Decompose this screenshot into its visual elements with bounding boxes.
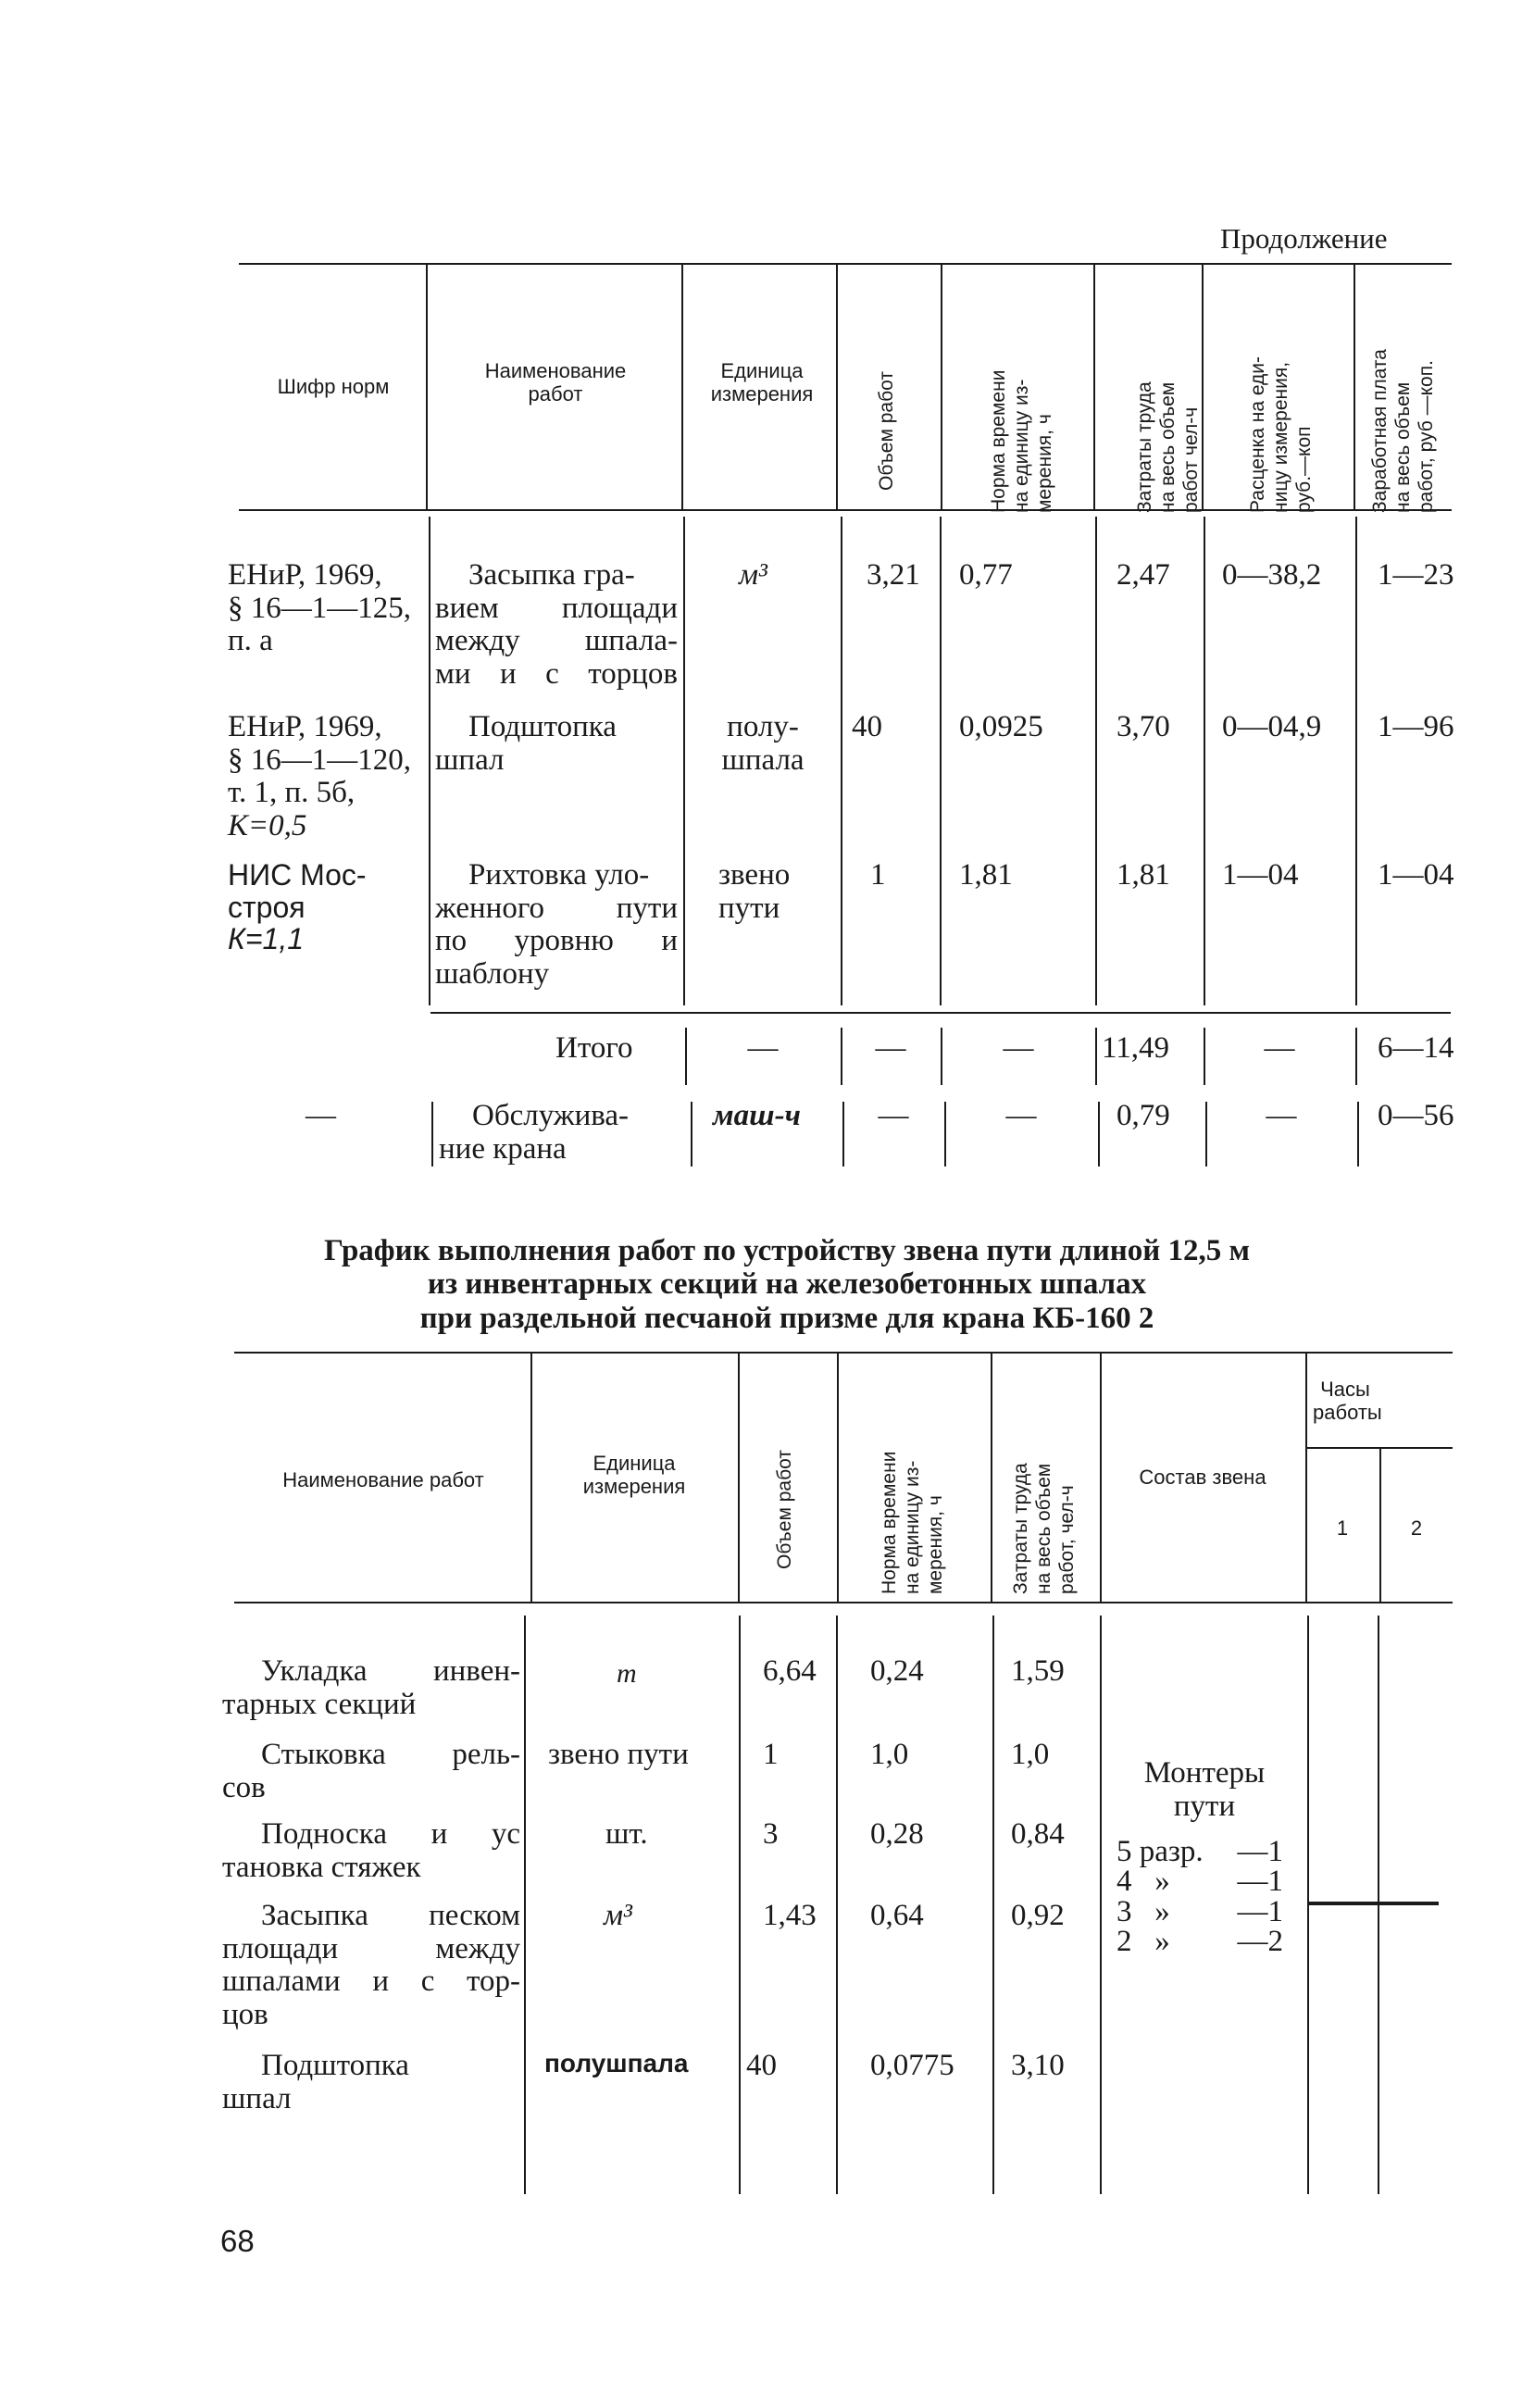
s-hdr-sep (738, 1354, 740, 1602)
s-hdr-sep (1305, 1354, 1307, 1602)
t1-row3-rate: 1—04 (1222, 858, 1299, 892)
t1-row1-volume: 3,21 (867, 558, 920, 592)
s-row5-volume: 40 (746, 2049, 777, 2082)
t1-crane-code: — (306, 1099, 336, 1132)
t1-row2-labor: 3,70 (1117, 710, 1170, 743)
schedule-title: График выполнения работ по устройству звена пути длиной 12,5 м из инвентарных секций на железобетонных шпалах при раздельной песчаной призме для крана КБ-160 2 (324, 1234, 1250, 1335)
s-header-norm: Норма времени на единицу из- мерения, ч (879, 1451, 947, 1594)
t1-row1-code: ЕНиР, 1969, § 16—1—125, п. а (228, 558, 411, 658)
s-row1-volume: 6,64 (763, 1654, 817, 1688)
t1-hdr-sep (1093, 265, 1095, 509)
t1-crane-unit: маш-ч (713, 1099, 801, 1132)
s-row1-norm: 0,24 (870, 1654, 924, 1688)
s-row2-volume: 1 (763, 1738, 779, 1771)
t1-hdr-sep (836, 265, 838, 509)
t1-row2-unit: полу- шпала (721, 710, 805, 777)
s-body-sep (1100, 1616, 1102, 2194)
t1-total-labor: 11,49 (1102, 1031, 1170, 1065)
t1-row2-volume: 40 (852, 710, 882, 743)
s-row5-unit: полушпала (544, 2049, 689, 2077)
schedule-header-rule (234, 1602, 1453, 1603)
t1-body-sep (1095, 517, 1097, 1005)
t1-header-norm: Норма времени на единицу из- мерения, ч (988, 369, 1056, 513)
schedule-top-rule (234, 1352, 1453, 1354)
t1-row1-wage: 1—23 (1378, 558, 1454, 592)
t1-hdr-sep (941, 265, 942, 509)
s-row5-name: Подштопка шпал (222, 2049, 409, 2115)
t1-row1-rate: 0—38,2 (1222, 558, 1322, 592)
s-row3-labor: 0,84 (1011, 1817, 1065, 1851)
s-row4-name: Засыпка песком площади между шпалами и с тор- цов (222, 1899, 520, 2031)
s-row2-norm: 1,0 (870, 1738, 909, 1771)
s-row2-labor: 1,0 (1011, 1738, 1050, 1771)
t1-hdr-sep (1354, 265, 1355, 509)
t1-crane-sep (1098, 1102, 1100, 1167)
crew-line: 2 » —2 (1117, 1924, 1283, 1958)
crew-line: 5 разр. —1 (1117, 1835, 1283, 1868)
t1-row1-name: Засыпка гра- вием площади между шпала- ми и с торцов (435, 558, 678, 691)
s-row2-unit: звено пути (548, 1738, 689, 1771)
s-row1-labor: 1,59 (1011, 1654, 1065, 1688)
t1-total-sep (1095, 1028, 1097, 1085)
s-header-hours: Часы работы (1313, 1378, 1382, 1425)
t1-row1-norm: 0,77 (959, 558, 1013, 592)
t1-crane-sep (431, 1102, 433, 1167)
s-header-labor: Затраты труда на весь объем работ, чел-ч (1010, 1463, 1079, 1594)
s-row3-volume: 3 (763, 1817, 779, 1851)
t1-header-unit: Единица измерения (710, 359, 814, 406)
crew-line: 3 » —1 (1117, 1894, 1283, 1928)
table1-top-rule (239, 263, 1452, 265)
s-header-name: Наименование работ (282, 1468, 484, 1491)
crew-title: Монтеры пути (1143, 1756, 1266, 1823)
crew-list (1117, 1837, 1283, 1956)
t1-total-rule (430, 1012, 1451, 1014)
s-body-sep (836, 1616, 838, 2194)
t1-row3-unit: звено пути (718, 858, 791, 925)
t1-body-sep (841, 517, 842, 1005)
t1-row2-wage: 1—96 (1378, 710, 1454, 743)
t1-body-sep (1204, 517, 1205, 1005)
s-hdr-sep (1379, 1449, 1381, 1602)
s-body-sep (992, 1616, 994, 2194)
s-header-volume: Объем работ (774, 1450, 795, 1569)
t1-header-rate: Расценка на еди- ницу измерения, руб.—коп (1247, 356, 1316, 513)
t1-crane-wage: 0—56 (1378, 1099, 1454, 1132)
t1-header-wage: Заработная плата на весь объем работ, руб —коп. (1369, 349, 1438, 513)
s-hdr-sep (1100, 1354, 1102, 1602)
s-header-hour-2: 2 (1410, 1516, 1423, 1540)
t1-row3-norm: 1,81 (959, 858, 1013, 892)
t1-row3-wage: 1—04 (1378, 858, 1454, 892)
s-body-sep (739, 1616, 741, 2194)
s-row4-unit: м³ (604, 1899, 632, 1932)
t1-row2-rate: 0—04,9 (1222, 710, 1322, 743)
t1-row3-code: НИС Мос- строя К=1,1 (228, 858, 367, 956)
t1-total-sep (1355, 1028, 1357, 1085)
s-row5-labor: 3,10 (1011, 2049, 1065, 2082)
t1-row2-norm: 0,0925 (959, 710, 1043, 743)
t1-total-unit: — (747, 1031, 779, 1065)
s-row1-unit: т (617, 1658, 637, 1689)
s-row4-labor: 0,92 (1011, 1899, 1065, 1932)
t1-total-label: Итого (555, 1031, 633, 1065)
s-row3-unit: шт. (605, 1817, 648, 1851)
s-row4-volume: 1,43 (763, 1899, 817, 1932)
t1-hdr-sep (426, 265, 428, 509)
s-row2-name: Стыковка рель- сов (222, 1738, 520, 1804)
t1-row3-volume: 1 (870, 858, 886, 892)
t1-body-sep (429, 517, 430, 1005)
t1-header-labor: Затраты труда на весь объем работ чел-ч (1134, 381, 1203, 513)
t1-header-code: Шифр норм (277, 375, 390, 398)
t1-total-volume: — (875, 1031, 906, 1065)
s-hdr-sep (530, 1354, 532, 1602)
t1-total-wage: 6—14 (1378, 1031, 1454, 1065)
s-hdr-sep (837, 1354, 839, 1602)
t1-total-rate: — (1264, 1031, 1295, 1065)
t1-crane-norm: — (1005, 1099, 1037, 1132)
s-row3-norm: 0,28 (870, 1817, 924, 1851)
s-row3-name: Подноска и ус тановка стяжек (222, 1817, 520, 1884)
t1-crane-name: Обслужива- ние крана (439, 1099, 630, 1166)
t1-body-sep (1355, 517, 1357, 1005)
t1-row1-unit: м³ (739, 558, 767, 592)
t1-hdr-sep (681, 265, 683, 509)
s-header-unit: Единица измерения (582, 1452, 686, 1499)
s-row1-name: Укладка инвен- тарных секций (222, 1654, 520, 1721)
s-hdr-sep (991, 1354, 992, 1602)
t1-crane-sep (1357, 1102, 1359, 1167)
s-row4-norm: 0,64 (870, 1899, 924, 1932)
continuation-label: Продолжение (1220, 222, 1388, 255)
t1-body-sep (940, 517, 942, 1005)
t1-header-name: Наименование работ (484, 359, 627, 406)
s-row5-norm: 0,0775 (870, 2049, 954, 2082)
t1-crane-sep (691, 1102, 692, 1167)
t1-total-norm: — (1003, 1031, 1034, 1065)
t1-crane-volume: — (878, 1099, 909, 1132)
s-header-hour-1: 1 (1336, 1516, 1349, 1540)
t1-body-sep (683, 517, 685, 1005)
t1-row3-name: Рихтовка уло- женного пути по уровню и шаблону (435, 858, 678, 991)
s-header-crew: Состав звена (1139, 1466, 1266, 1489)
t1-header-volume: Объем работ (876, 371, 897, 491)
t1-row3-labor: 1,81 (1117, 858, 1170, 892)
crew-line: 4 » —1 (1117, 1865, 1283, 1899)
t1-crane-labor: 0,79 (1117, 1099, 1170, 1132)
gantt-bar (1307, 1902, 1439, 1905)
t1-row2-name: Подштопка шпал (435, 710, 617, 777)
t1-crane-rate: — (1266, 1099, 1297, 1132)
t1-row2-code: ЕНиР, 1969, § 16—1—120, т. 1, п. 5б, К=0,5 (228, 710, 411, 842)
s-body-sep (524, 1616, 526, 2194)
t1-row1-labor: 2,47 (1117, 558, 1170, 592)
page-number: 68 (220, 2224, 255, 2258)
